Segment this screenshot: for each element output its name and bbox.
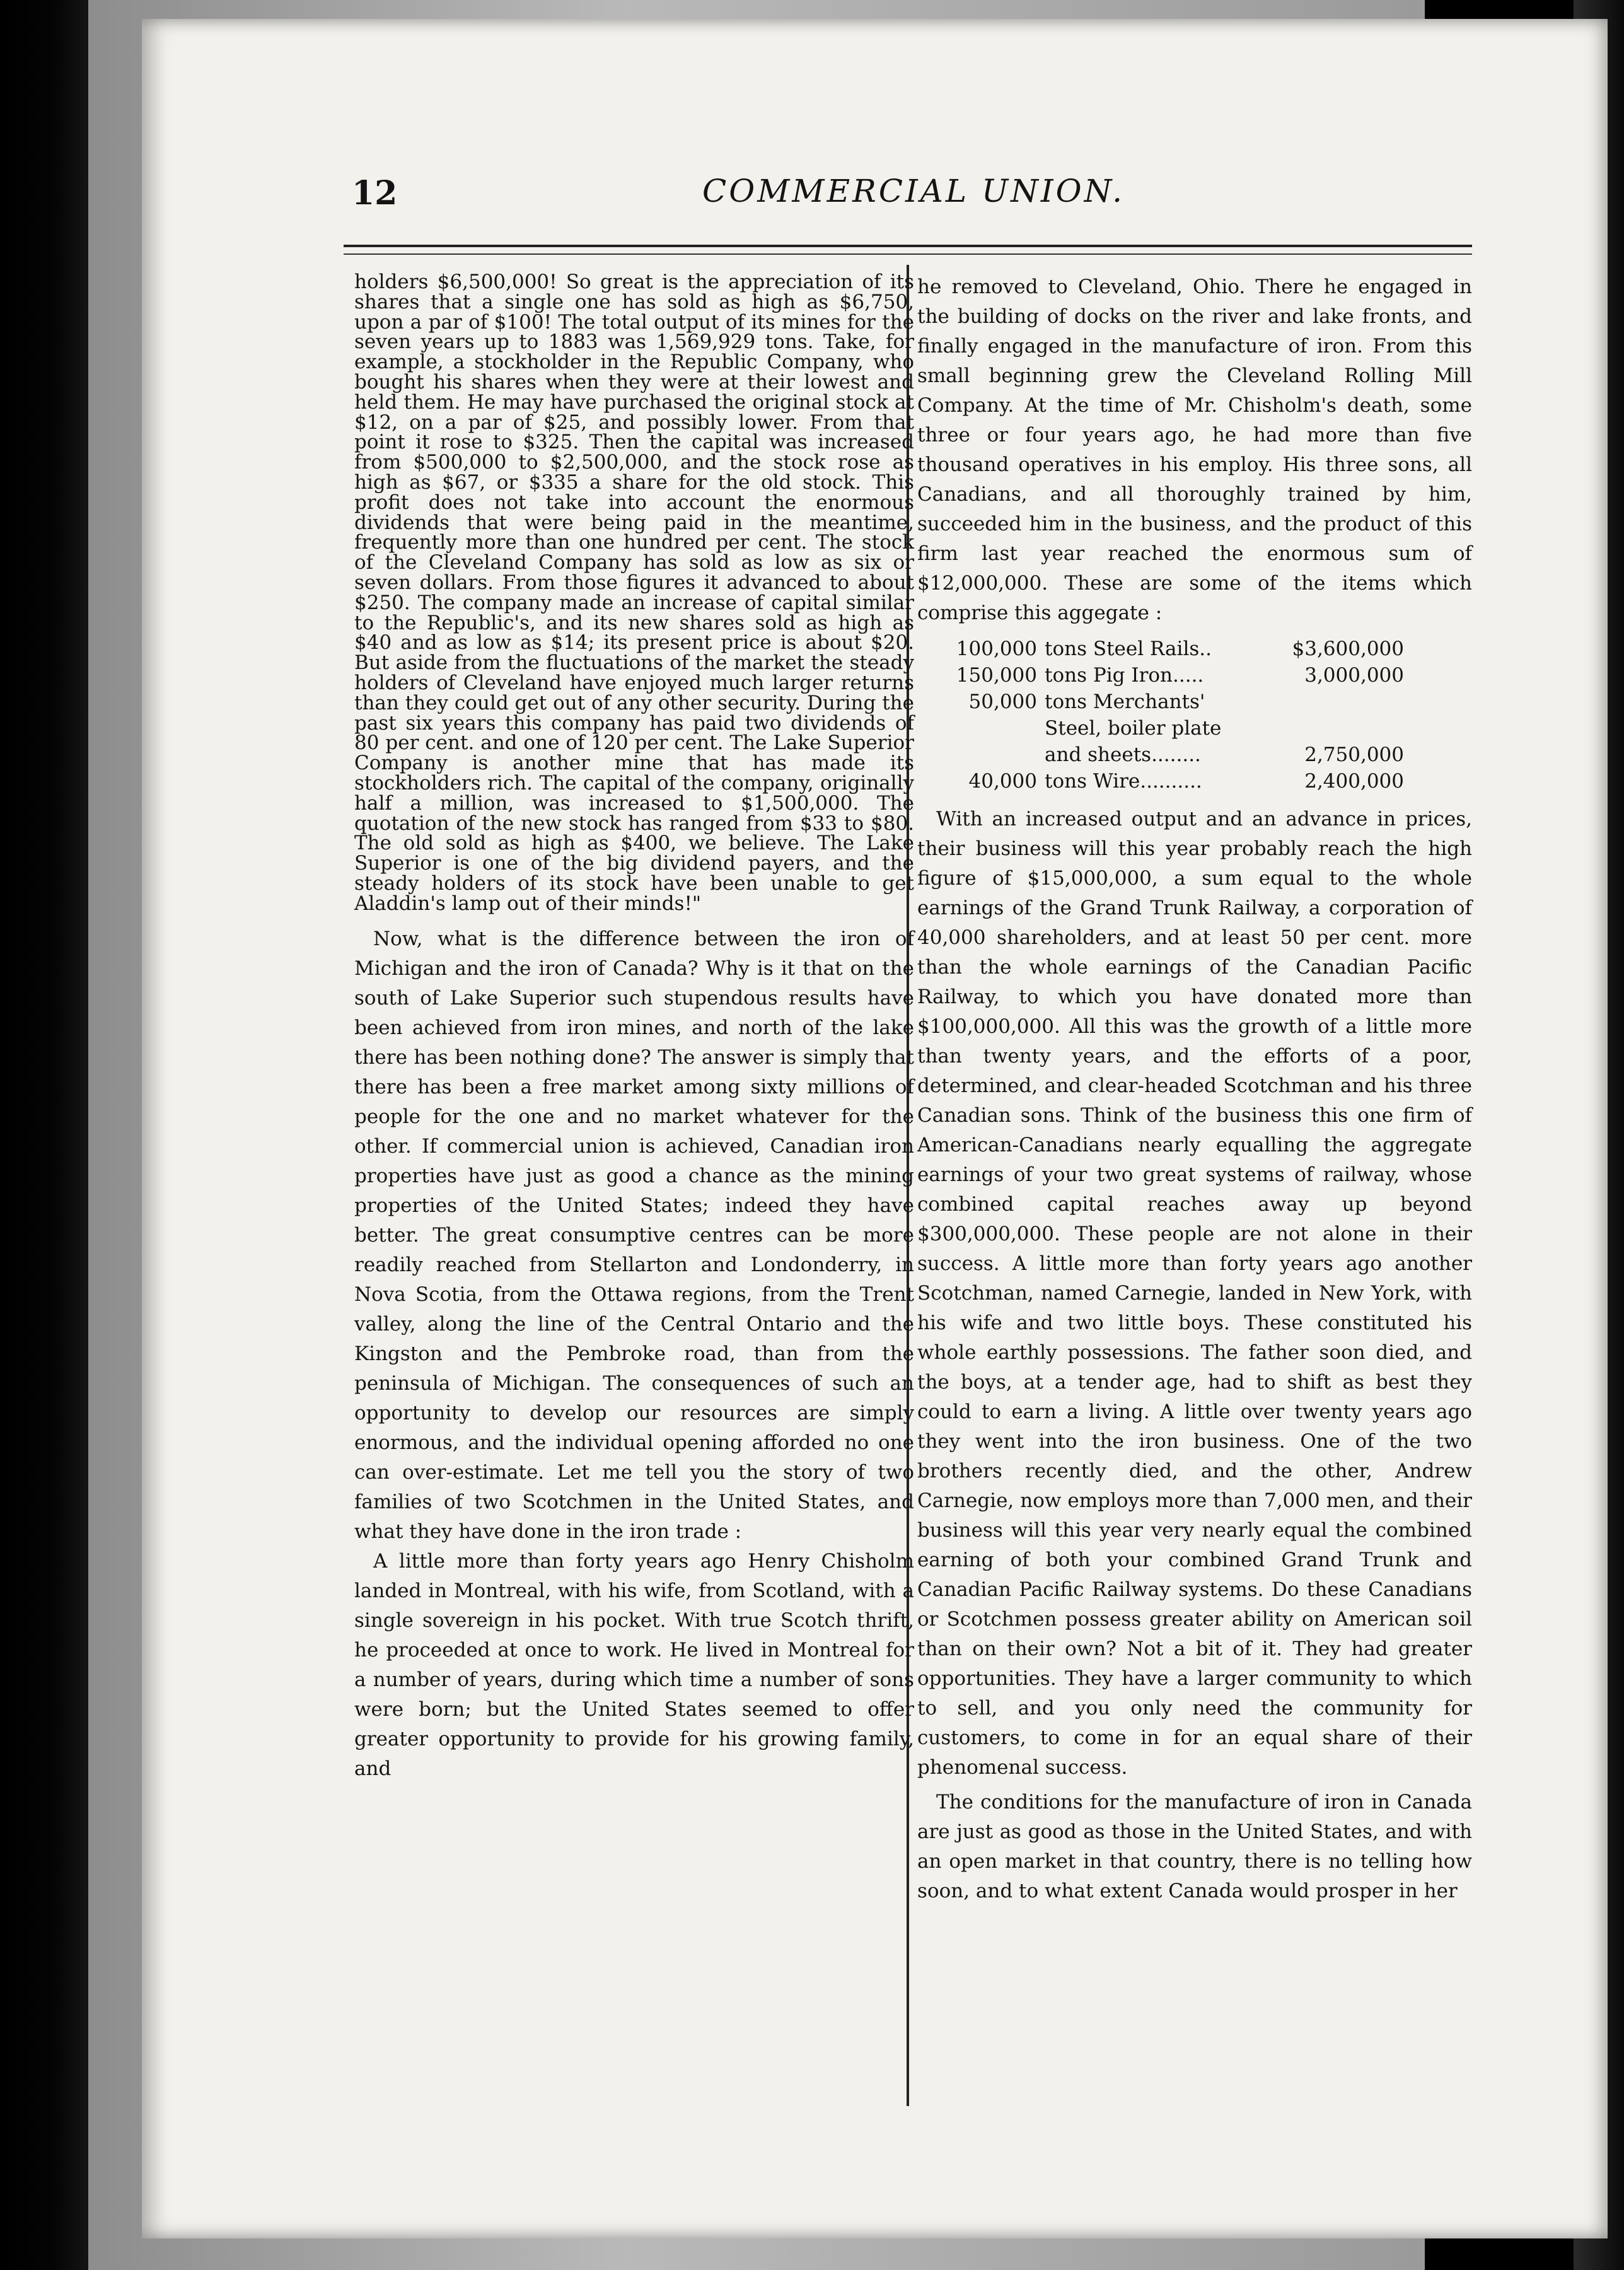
item-value <box>1284 689 1404 715</box>
header-rule <box>344 245 1472 247</box>
item-description: and sheets........ <box>1045 743 1201 766</box>
running-title: COMMERCIAL UNION. <box>702 173 1125 209</box>
item-value: 2,400,000 <box>1304 770 1404 793</box>
scan-border-left <box>0 0 101 2270</box>
item-description: tons Steel Rails.. <box>1045 637 1212 660</box>
item-value <box>1284 715 1404 742</box>
table-row <box>942 742 1404 768</box>
item-value: 2,750,000 <box>1304 743 1404 766</box>
item-quantity: 100,000 <box>956 637 1037 660</box>
table-row <box>942 689 1404 715</box>
table-row <box>942 715 1404 742</box>
paragraph-chisholm-story: A little more than forty years ago Henry Chisholm landed in Montreal, with his wife, from Scotland, with a single sovereign in his pocket. With true Scotch thrift, he proceeded at once to work. He lived in Montreal for a number of years, during which time a number of sons were born; but the United States seemed to offer greater opportunity to provide for his growing family, and <box>354 1549 914 1780</box>
paragraph-carnegie: With an increased output and an advance in prices, their business will this year probably reach the high figure of $15,000,000, a sum equal to the whole earnings of the Grand Trunk Railway, a corporation of 40,000 shareholders, and at least 50 per cent. more than the whole earnings of the Canadian Pacific Railway, to which you have donated more than $100,000,000. All this was the growth of a little more than twenty years, and the efforts of a poor, determined, and clear-headed Scotchman and his three Canadian sons. Think of the business this one firm of American-Canadians nearly equalling the aggregate earnings of your two great systems of railway, whose combined capital reaches away up beyond $300,000,000. These people are not alone in their success. A little more than forty years ago another Scotchman, named Carnegie, landed in New York, with his wife and two little boys. These constituted his whole earthly possessions. The father soon died, and the boys, at a tender age, had to shift as best they could to earn a living. A little over twenty years ago they went into the iron business. One of the two brothers recently died, and the other, Andrew Carnegie, now employs more than 7,000 men, and their business will this year very nearly equal the combined earning of both your combined Grand Trunk and Canadian Pacific Railway systems. Do these Canadians or Scotchmen possess greater ability on American soil than on their own? Not a bit of it. They had greater opportunities. They have a larger community to which to sell, and you only need the community for customers, to come in for an equal share of their phenomenal success. <box>917 808 1472 1779</box>
quoted-passage: holders $6,500,000! So great is the appreciation of its shares that a single one has sold as high as $6,750, upon a par of $100! The total output of its mines for the seven years up to 1883 was 1,569,929 tons. Take, for example, a stockholder in the Republic Company, who bought his shares when they were at their lowest and held them. He may have purchased the original stock at $12, on a par of $25, and possibly lower. From that point it rose to $325. Then the capital was increased from $500,000 to $2,500,000, and the stock rose as high as $67, or $335 a share for the old stock. This profit does not take into account the enormous dividends that were being paid in the meantime, frequently more than one hundred per cent. The stock of the Cleveland Company has sold as low as six or seven dollars. From those figures it advanced to about $250. The company made an increase of capital similar to the Republic's, and its new shares sold as high as $40 and as low as $14; its present price is about $20. But aside from the fluctuations of the market the steady holders of Cleveland have enjoyed much larger returns than they could get out of any other security. During the past six years this company has paid two dividends of 80 per cent. and one of 120 per cent. The Lake Superior Company is another mine that has made its stockholders rich. The capital of the company, originally half a million, was increased to $1,500,000. The quotation of the new stock has ranged from $33 to $80. The old sold as high as $400, we believe. The Lake Superior is one of the big dividend payers, and the steady holders of its stock have been unable to get Aladdin's lamp out of their minds!" <box>354 271 914 915</box>
right-column <box>917 272 1472 1906</box>
paragraph-iron-michigan-canada: Now, what is the difference between the iron of Michigan and the iron of Canada? Why is it that on the south of Lake Superior such stupendous results have been achieved from iron mines, and north of the lake there has been nothing done? The answer is simply that there has been a free market among sixty millions of people for the one and no market whatever for the other. If commercial union is achieved, Canadian iron properties have just as good a chance as the mining properties of the United States; indeed they have better. The great consumptive centres can be more readily reached from Stellarton and Londonderry, in Nova Scotia, from the Ottawa regions, from the Trent valley, along the line of the Central Ontario and the Kingston and the Pembroke road, than from the peninsula of Michigan. The consequences of such an opportunity to develop our resources are simply enormous, and the individual opening afforded no one can over-estimate. Let me tell you the story of two families of two Scotchmen in the United States, and what they have done in the iron trade : <box>354 927 914 1543</box>
production-items-table <box>942 636 1404 794</box>
item-value: 3,000,000 <box>1304 664 1404 687</box>
table-row <box>942 662 1404 689</box>
item-quantity: 40,000 <box>968 770 1037 793</box>
item-quantity <box>942 715 1045 742</box>
item-quantity: 150,000 <box>956 664 1037 687</box>
item-quantity: 50,000 <box>968 690 1037 713</box>
item-description: tons Wire.......... <box>1045 770 1202 793</box>
page-number: 12 <box>352 174 398 212</box>
item-description: Steel, boiler plate <box>1045 717 1222 740</box>
page-header <box>352 170 1475 221</box>
item-quantity <box>942 742 1045 768</box>
table-row <box>942 636 1404 662</box>
header-rule-thin <box>344 253 1472 255</box>
paragraph-conditions-canada: The conditions for the manufacture of iron in Canada are just as good as those in the United States, and with an open market in that country, there is no telling how soon, and to what extent Canada would prosper in her <box>917 1791 1472 1902</box>
paragraph-cleveland-rolling-mill: he removed to Cleveland, Ohio. There he engaged in the building of docks on the river and lake fronts, and finally engaged in the manufacture of iron. From this small beginning grew the Cleveland Rolling Mill Company. At the time of Mr. Chisholm's death, some three or four years ago, he had more than five thousand operatives in his employ. His three sons, all Canadians, and all thoroughly trained by him, succeeded him in the business, and the product of this firm last year reached the enormous sum of $12,000,000. These are some of the items which comprise this aggegate : <box>917 276 1472 624</box>
item-description: tons Pig Iron..... <box>1045 664 1204 687</box>
item-value: $3,600,000 <box>1292 637 1404 660</box>
table-row <box>942 768 1404 794</box>
item-description: tons Merchants' <box>1045 690 1205 713</box>
left-column <box>354 272 914 1784</box>
